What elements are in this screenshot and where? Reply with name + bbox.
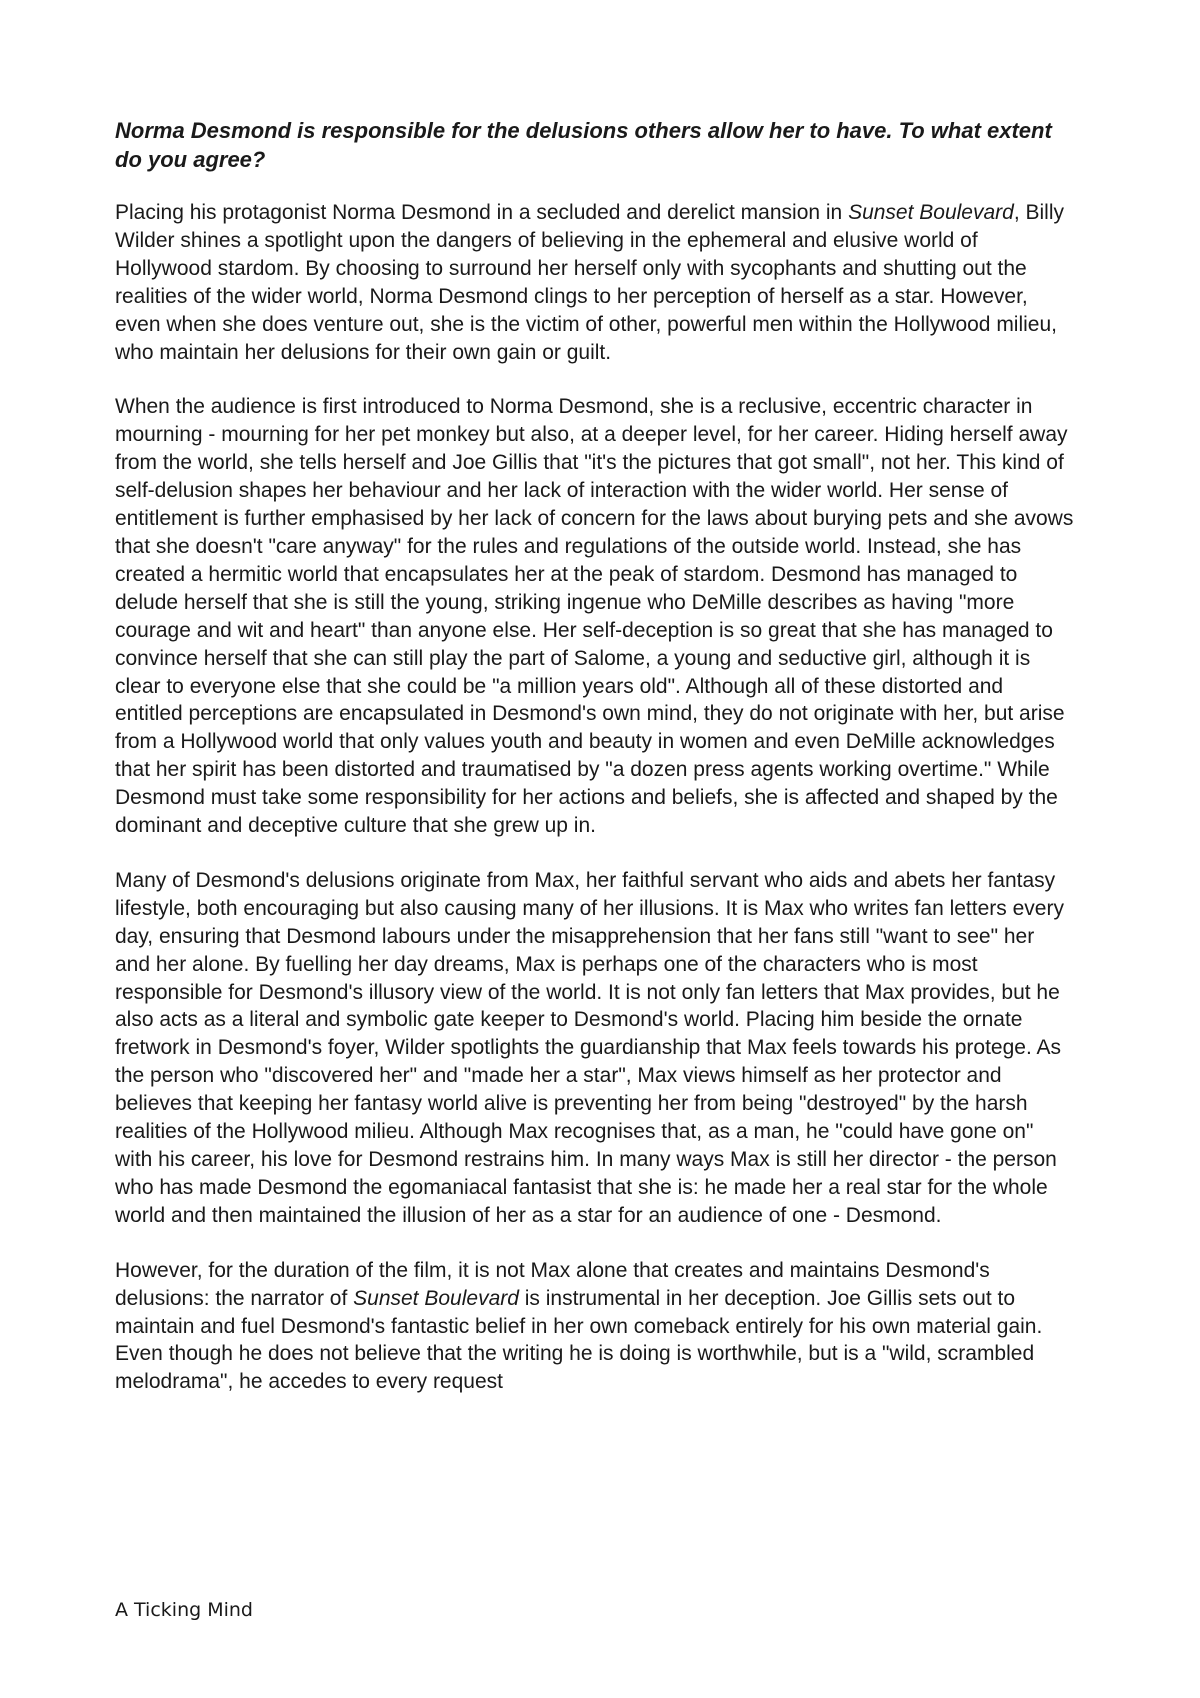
paragraph-text: , Billy Wilder shines a spotlight upon the dangers of believing in the ephemeral and elusive world of Hollywood stardom. By choosing to surround her herself only with sycophants and shutting out the realities of the wider world, Norma Desmond clings to her perception of herself as a star. However, even when she does venture out, she is the victim of other, powerful men within the Hollywood milieu, who maintain her delusions for their own gain or guilt. bbox=[115, 201, 1065, 364]
paragraph-text: is instrumental in her deception. Joe Gillis sets out to maintain and fuel Desmond's fantastic belief in her own comeback entirely for his own material gain. Even though he does not believe that the writing he is doing is worthwhile, but is a "wild, scrambled melodrama", he accedes to every request bbox=[115, 1286, 1043, 1394]
italic-title-text: Sunset Boulevard bbox=[848, 201, 1014, 224]
essay-question-heading: Norma Desmond is responsible for the delusions others allow her to have. To what extent do you agree? bbox=[115, 118, 1052, 172]
body-paragraph bbox=[115, 867, 1075, 1230]
paragraph-text: Many of Desmond's delusions originate from Max, her faithful servant who aids and abets her fantasy lifestyle, both encouraging but also causing many of her illusions. It is Max who writes fan letters every day, ensuring that Desmond labours under the misapprehension that her fans still "want to see" her and her alone. By fuelling her day dreams, Max is perhaps one of the characters who is most responsible for Desmond's illusory view of the world. It is not only fan letters that Max provides, but he also acts as a literal and symbolic gate keeper to Desmond's world. Placing him beside the ornate fretwork in Desmond's foyer, Wilder spotlights the guardianship that Max feels towards his protege. As the person who "discovered her" and "made her a star", Max views himself as her protector and believes that keeping her fantasy world alive is preventing her from being "destroyed" by the harsh realities of the Hollywood milieu. Although Max recognises that, as a man, he "could have gone on" with his career, his love for Desmond restrains him. In many ways Max is still her director - the person who has made Desmond the egomaniacal fantasist that she is: he made her a real star for the whole world and then maintained the illusion of her as a star for an audience of one - Desmond. bbox=[115, 868, 1064, 1227]
italic-title-text: Sunset Boulevard bbox=[353, 1286, 519, 1310]
essay-paragraphs bbox=[115, 199, 1075, 1396]
paragraph-text: Placing his protagonist Norma Desmond in a secluded and derelict mansion in bbox=[115, 201, 849, 224]
document-body bbox=[115, 116, 1075, 1396]
paragraph-text: When the audience is first introduced to Norma Desmond, she is a reclusive, eccentric character in mourning - mourning for her pet monkey but also, at a deeper level, for her career. Hiding herself away from the world, she tells herself and Joe Gillis that "it's the pictures that got small", not her. This kind of self-delusion shapes her behaviour and her lack of interaction with the wider world. Her sense of entitlement is further emphasised by her lack of concern for the laws about burying pets and she avows that she doesn't "care anyway" for the rules and regulations of the outside world. Instead, she has created a hermitic world that encapsulates her at the peak of stardom. Desmond has managed to delude herself that she is still the young, striking ingenue who DeMille describes as having "more courage and wit and heart" than anyone else. Her self-deception is so great that she has managed to convince herself that she can still play the part of Salome, a young and seductive girl, although it is clear to everyone else that she could be "a million years old". Although all of these distorted and entitled perceptions are encapsulated in Desmond's own mind, they do not originate with her, but arise from a Hollywood world that only values youth and beauty in women and even DeMille acknowledges that her spirit has been distorted and traumatised by "a dozen press agents working overtime." While Desmond must take some responsibility for her actions and beliefs, she is affected and shaped by the dominant and deceptive culture that she grew up in. bbox=[115, 395, 1074, 838]
body-paragraph bbox=[115, 393, 1075, 840]
paragraph-text: However, for the duration of the film, it is not Max alone that creates and maintains Desmond's delusions: the narrator of bbox=[115, 1258, 990, 1310]
footer-attribution: A Ticking Mind bbox=[115, 1599, 253, 1621]
body-paragraph bbox=[115, 199, 1075, 366]
body-paragraph bbox=[115, 1257, 1075, 1397]
